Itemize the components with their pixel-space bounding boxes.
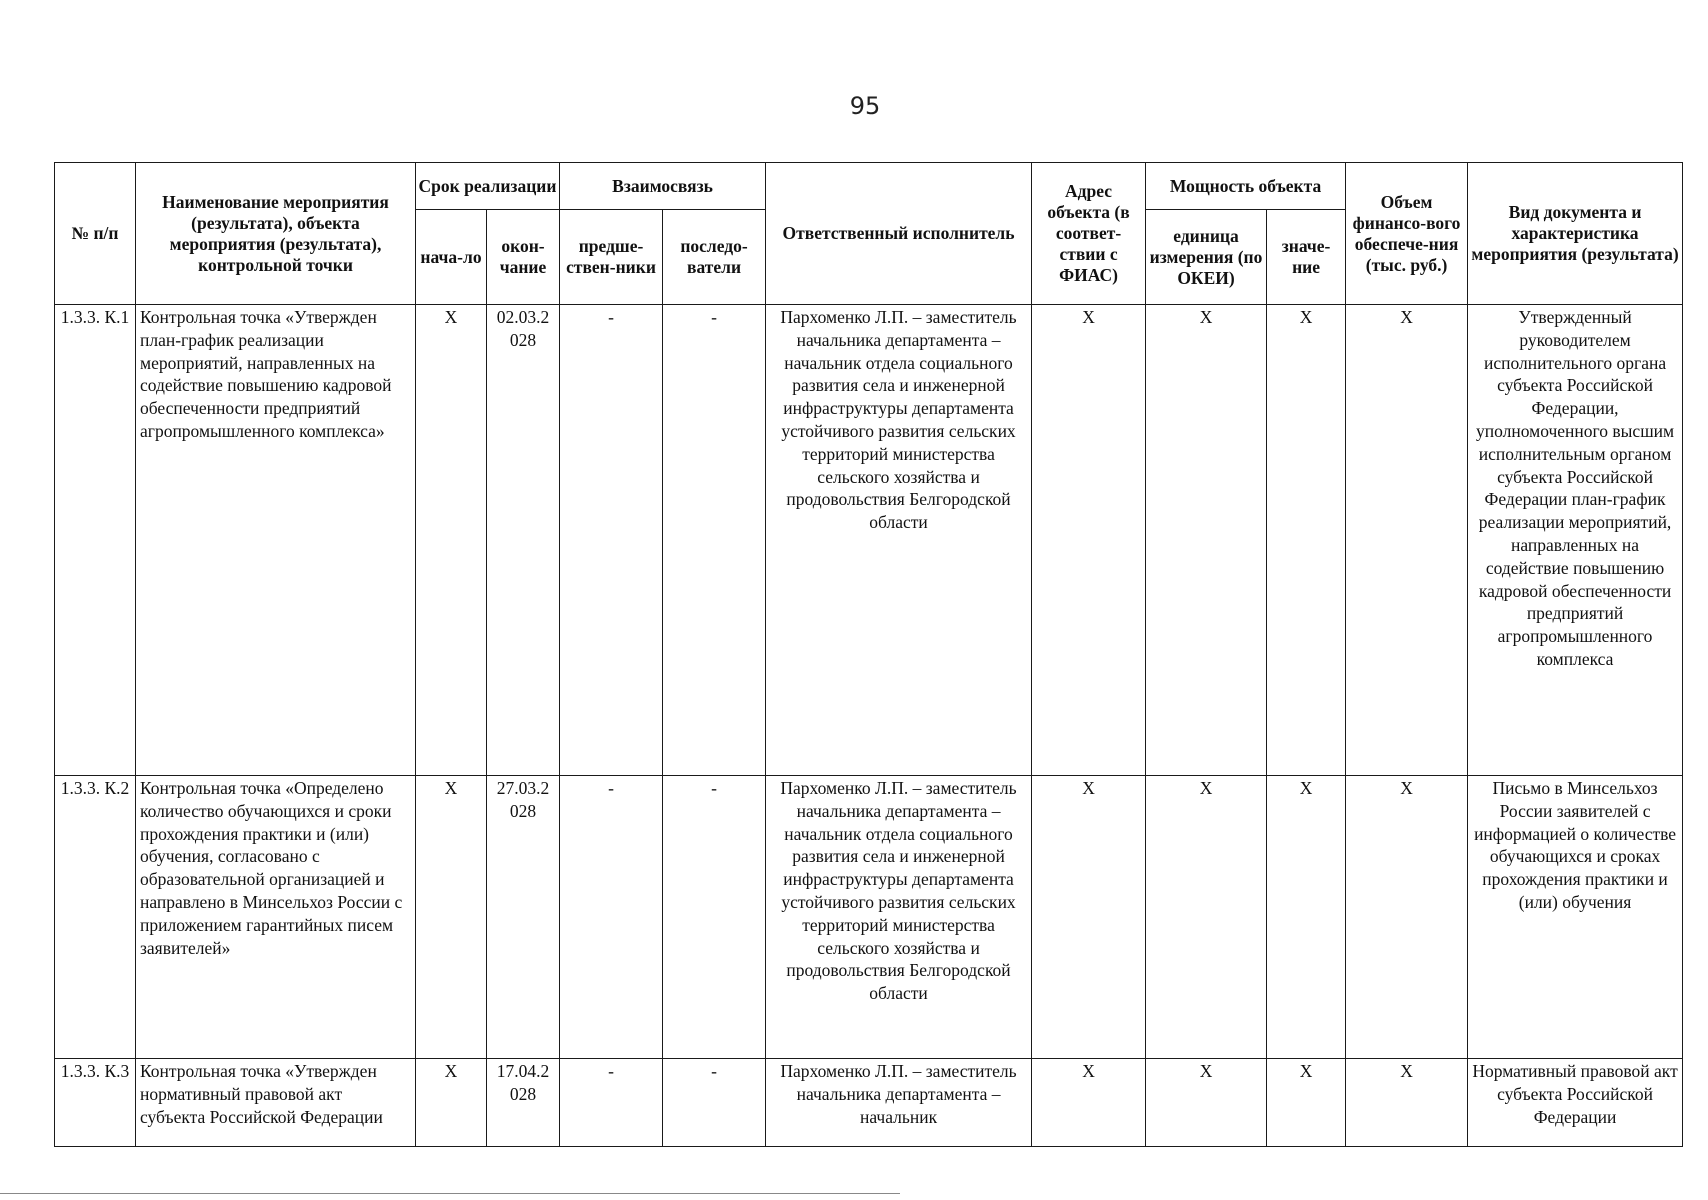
header-predecessors: предше-ствен-ники [560, 210, 663, 305]
row-name: Контрольная точка «Определено количество обучающихся и сроки прохождения практики и (или) обучения, согласовано с образовательной организацией и направлено в Минсельхоз России с приложением гарантийных писем заявителей» [136, 776, 416, 1059]
table-row [55, 1059, 1683, 1147]
page-edge-line [0, 1193, 900, 1194]
row-address: X [1032, 1059, 1146, 1147]
header-start: нача-ло [416, 210, 487, 305]
row-responsible: Пархоменко Л.П. – заместитель начальника департамента – начальник отдела социального развития села и инженерной инфраструктуры департамента устойчивого развития сельских территорий министерства сельского хозяйства и продовольствия Белгородской области [766, 305, 1032, 776]
header-period: Срок реализации [416, 163, 560, 210]
row-num: 1.3.3. К.3 [55, 1059, 136, 1147]
table-row [55, 776, 1683, 1059]
page-number: 95 [849, 92, 881, 120]
row-num: 1.3.3. К.2 [55, 776, 136, 1059]
header-value: значе-ние [1267, 210, 1346, 305]
header-capacity: Мощность объекта [1146, 163, 1346, 210]
row-unit: X [1146, 1059, 1267, 1147]
row-start: X [416, 1059, 487, 1147]
header-relation: Взаимосвязь [560, 163, 766, 210]
header-doc-type: Вид документа и характеристика мероприятия (результата) [1468, 163, 1683, 305]
table-row [55, 305, 1683, 776]
row-responsible: Пархоменко Л.П. – заместитель начальника департамента – начальник [766, 1059, 1032, 1147]
row-end: 17.04.2 028 [487, 1059, 560, 1147]
row-predecessors: - [560, 305, 663, 776]
row-successors: - [663, 776, 766, 1059]
header-num: № п/п [55, 163, 136, 305]
header-address: Адрес объекта (в соответ-ствии с ФИАС) [1032, 163, 1146, 305]
header-name: Наименование мероприятия (результата), объекта мероприятия (результата), контрольной точки [136, 163, 416, 305]
row-end: 02.03.2 028 [487, 305, 560, 776]
row-value: X [1267, 305, 1346, 776]
row-unit: X [1146, 776, 1267, 1059]
header-unit: единица измерения (по ОКЕИ) [1146, 210, 1267, 305]
header-successors: последо-ватели [663, 210, 766, 305]
row-num: 1.3.3. К.1 [55, 305, 136, 776]
row-start: X [416, 776, 487, 1059]
row-finance: X [1346, 776, 1468, 1059]
row-name: Контрольная точка «Утвержден план-график реализации мероприятий, направленных на содействие повышению кадровой обеспеченности предприятий агропромышленного комплекса» [136, 305, 416, 776]
row-doc-type: Письмо в Минсельхоз России заявителей с информацией о количестве обучающихся и сроках прохождения практики и (или) обучения [1468, 776, 1683, 1059]
row-end: 27.03.2 028 [487, 776, 560, 1059]
row-value: X [1267, 1059, 1346, 1147]
row-doc-type: Нормативный правовой акт субъекта Российской Федерации [1468, 1059, 1683, 1147]
row-name: Контрольная точка «Утвержден нормативный правовой акт субъекта Российской Федерации [136, 1059, 416, 1147]
row-predecessors: - [560, 776, 663, 1059]
row-finance: X [1346, 1059, 1468, 1147]
measures-table [54, 162, 1683, 1147]
row-successors: - [663, 1059, 766, 1147]
row-successors: - [663, 305, 766, 776]
row-address: X [1032, 305, 1146, 776]
header-responsible: Ответственный исполнитель [766, 163, 1032, 305]
row-predecessors: - [560, 1059, 663, 1147]
header-end: окон-чание [487, 210, 560, 305]
row-start: X [416, 305, 487, 776]
row-value: X [1267, 776, 1346, 1059]
row-responsible: Пархоменко Л.П. – заместитель начальника департамента – начальник отдела социального развития села и инженерной инфраструктуры департамента устойчивого развития сельских территорий министерства сельского хозяйства и продовольствия Белгородской области [766, 776, 1032, 1059]
row-address: X [1032, 776, 1146, 1059]
header-finance: Объем финансо-вого обеспече-ния (тыс. руб.) [1346, 163, 1468, 305]
row-finance: X [1346, 305, 1468, 776]
row-doc-type: Утвержденный руководителем исполнительного органа субъекта Российской Федерации, уполномоченного высшим исполнительным органом субъекта Российской Федерации план-график реализации мероприятий, направленных на содействие повышению кадровой обеспеченности предприятий агропромышленного комплекса [1468, 305, 1683, 776]
row-unit: X [1146, 305, 1267, 776]
table-header [55, 163, 1683, 305]
